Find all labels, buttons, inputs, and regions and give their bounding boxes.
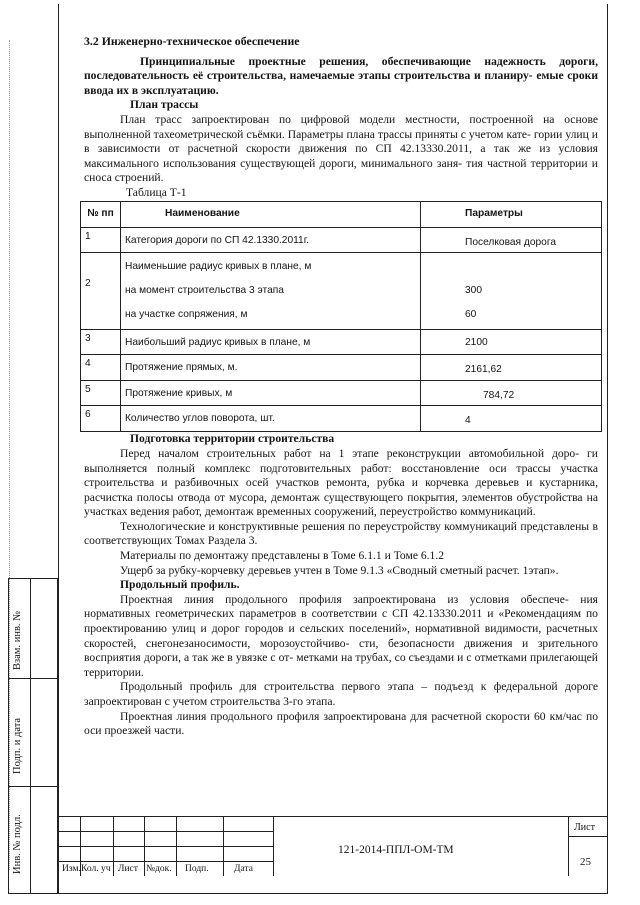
text-line: Продольный профиль для строительства первого этапа – подъезд к федеральной — [120, 680, 558, 694]
text-line: Технологические и конструктивные решения по переустройству коммуникаций — [120, 519, 517, 533]
cell-num: 5 — [81, 380, 121, 406]
tb-border — [58, 861, 273, 862]
profile-heading: Продольный профиль. — [120, 578, 240, 592]
tb-border — [223, 816, 224, 876]
cell-value: 2100 — [421, 330, 602, 355]
binding-strip — [8, 578, 58, 894]
cell-value: 784,72 — [421, 380, 602, 406]
text-line: переустройство коммуникаций. — [379, 505, 536, 519]
cell-name: Категория дороги по СП 42.1330.2011г. — [121, 227, 421, 253]
cell-num: 3 — [81, 330, 121, 355]
header-num: № пп — [81, 201, 121, 227]
tb-border — [58, 816, 608, 817]
text-line: сти, безопасности движения и зрительного восприятия дороги, а так же в увязке с от- — [84, 636, 598, 665]
cell-num: 6 — [81, 406, 121, 432]
table-row — [81, 253, 602, 330]
profile-paragraph-3 — [84, 710, 598, 739]
doc-code: 121-2014-ППЛ-ОМ-ТМ — [338, 844, 454, 856]
tb-border — [273, 816, 274, 876]
profile-paragraph-2 — [84, 680, 598, 709]
cell-num: 4 — [81, 355, 121, 381]
intro-line: емые сроки ввода их в эксплуатацию. — [84, 69, 599, 97]
table-row — [81, 330, 602, 355]
text-line: элементов обустройства на участках ведения работ, демонтаж временных сооружений, — [84, 490, 598, 519]
tb-border — [176, 816, 177, 876]
plan-heading: План трассы — [130, 98, 199, 112]
document-body — [84, 34, 598, 739]
intro-line: последовательность её строительства, намечаемые этапы строительства и планиру- — [84, 69, 533, 83]
table-caption: Таблица Т-1 — [126, 185, 187, 199]
text-line: 60 км/час по оси проезжей части. — [84, 709, 598, 738]
table-row — [81, 355, 602, 381]
text-line: дороге запроектирован с учетом строительства 3-го этапа. — [84, 680, 598, 708]
table-row — [81, 380, 602, 406]
intro-paragraph — [84, 55, 598, 99]
tb-col-kol: Кол. уч — [81, 864, 111, 874]
binding-divider — [30, 578, 31, 894]
text-line: нормативной видимости, расчетных скоростей, снегонезаносимости, морозоустойчиво- — [84, 622, 598, 650]
cell-name: Наибольший радиус кривых в плане, м — [121, 330, 421, 355]
sheet-number: 25 — [580, 856, 591, 868]
parameters-table — [80, 201, 602, 433]
tb-col-izm: Изм. — [62, 864, 81, 874]
tb-col-podp: Подп. — [185, 864, 209, 874]
tb-col-list: Лист — [118, 864, 138, 874]
cell-name: Количество углов поворота, шт. — [121, 406, 421, 432]
tb-border — [58, 831, 273, 832]
text-line: представлены в соответствующих Томах Раздела 3. — [84, 519, 599, 548]
cell-value: 300 60 — [421, 253, 602, 330]
text-line: План трасс запроектирован по цифровой модели местности, построенной на основе — [120, 112, 598, 126]
text-line: Ущерб за рубку-корчевку деревьев учтен в Томе 9.1.3 «Сводный сметный расчет. — [120, 563, 520, 577]
inv-podl-label: Инв. № подл. — [12, 814, 23, 874]
text-line: кустарника, расчистка полосы отвода от мусора, демонтаж существующего покрытия, — [84, 476, 598, 504]
vzam-inv-label: Взам. инв. № — [12, 610, 23, 670]
prep-paragraph-3: Материалы по демонтажу представлены в Томе 6.1.1 и Томе 6.1.2 — [120, 549, 445, 563]
cell-name: Наименьшие радиус кривых в плане, м на момент строительства 3 этапа на участке сопряжения, м — [121, 253, 421, 330]
title-block — [58, 816, 608, 876]
text-line: ния нормативных геометрических параметров в соответствии с СП 42.13330.2011 и — [84, 592, 598, 621]
cell-num: 2 — [81, 253, 121, 330]
binding-divider — [8, 786, 58, 787]
header-name: Наименование — [121, 201, 421, 227]
tb-border — [113, 816, 114, 876]
text-line: Проектная линия продольного профиля запроектирована из условия обеспече- — [120, 592, 569, 606]
cell-num: 1 — [81, 227, 121, 253]
profile-paragraph-1 — [84, 593, 598, 681]
section-title: 3.2 Инженерно-техническое обеспечение — [84, 34, 300, 48]
header-params: Параметры — [421, 201, 602, 227]
text-line: гории улиц и в зависимости от расчетной скорости движения по СП 42.13330.2011, а так — [84, 127, 598, 156]
prep-paragraph-1 — [84, 447, 598, 520]
text-line: 1этап». — [522, 563, 559, 577]
cell-value: Поселковая дорога — [421, 227, 602, 253]
table-row — [81, 406, 602, 432]
prep-paragraph-2 — [84, 520, 598, 549]
cell-value: 2161,62 — [421, 355, 602, 381]
prep-paragraph-4 — [84, 564, 598, 579]
text-line: участка строительства и разбивочных осей участков ремонта, рубка и корчевка деревьев и — [84, 461, 598, 490]
binding-divider — [8, 678, 58, 679]
cell-name: Протяжение кривых, м — [121, 380, 421, 406]
sheet-label: Лист — [574, 822, 595, 833]
cell-value: 4 — [421, 406, 602, 432]
tb-border — [568, 816, 569, 876]
text-line: «Рекомендациям по проектированию улиц и дорог городов и сельских поселений», — [84, 607, 598, 636]
tb-col-ndok: №док. — [146, 864, 172, 874]
tb-border — [144, 816, 145, 876]
prep-heading: Подготовка территории строительства — [130, 432, 335, 446]
table-row — [81, 227, 602, 253]
plan-paragraph — [84, 113, 598, 186]
text-line: ги выполняется полный комплекс подготовительных работ: восстановление оси трассы — [84, 446, 598, 475]
text-line: Проектная линия продольного профиля запроектирована для расчетной скорости — [120, 709, 530, 723]
text-line: Перед началом строительных работ на 1 этапе реконструкции автомобильной доро- — [120, 446, 580, 460]
tb-col-data: Дата — [234, 864, 253, 874]
text-line: выполненной тахеометрической съёмки. Параметры плана трассы приняты с учетом кате- — [84, 127, 531, 141]
tb-border — [58, 846, 273, 847]
table-header-row — [81, 201, 602, 227]
text-line: метками на трубах, со съездами и с отметками прилегающей территории. — [84, 651, 599, 679]
tb-border — [568, 836, 608, 837]
cell-name: Протяжение прямых, м. — [121, 355, 421, 381]
text-line: тия частной территории и сноса строений. — [84, 156, 599, 185]
podp-data-label: Подп. и дата — [12, 717, 23, 774]
intro-line: Принципиальные проектные решения, обеспечивающие надежность дороги, — [140, 54, 598, 68]
text-line: же из условия максимального использования существующей дороги, минимального заня- — [84, 142, 599, 170]
